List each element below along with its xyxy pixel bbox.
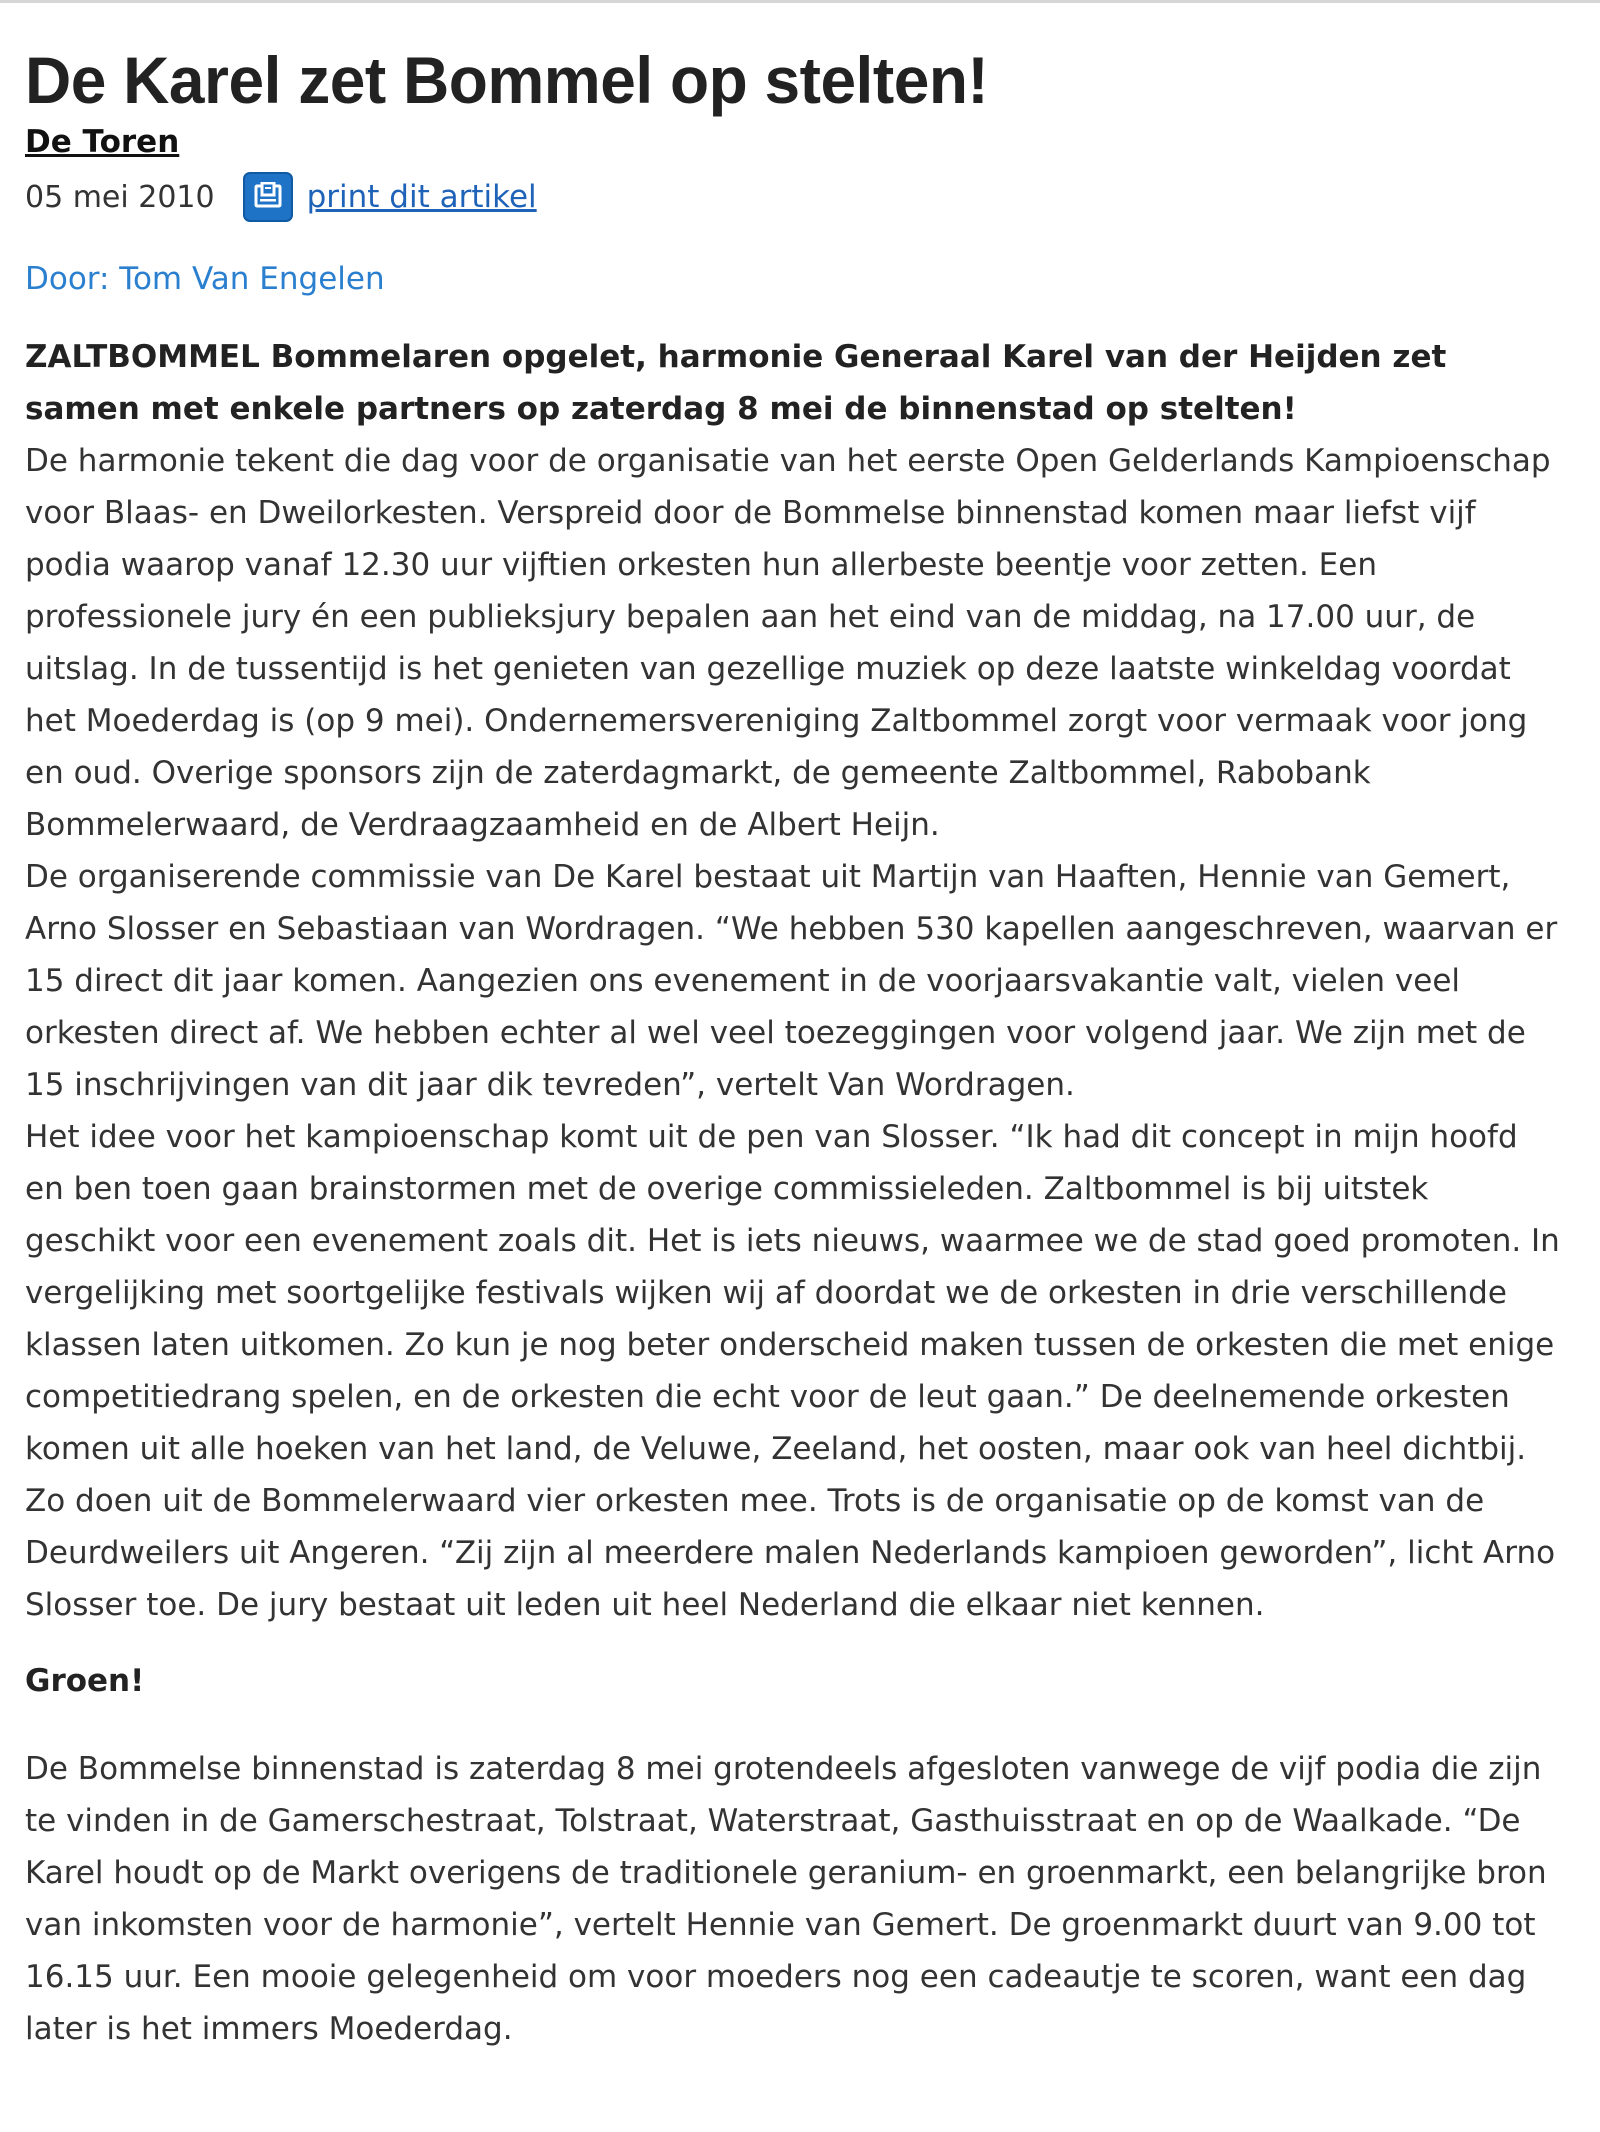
article-source-link[interactable]: De Toren [25, 124, 180, 160]
article-paragraph-3: Het idee voor het kampioenschap komt uit de pen van Slosser. “Ik had dit concept in mijn hoofd en ben toen gaan brainstormen met de overige commissieleden. Zaltbommel is bij uitstek geschikt voor een evenement zoals dit. Het is iets nieuws, waarmee we de stad goed promoten. In vergelijking met soortgelijke festivals wijken wij af doordat we de orkesten in drie verschillende klassen laten uitkomen. Zo kun je nog beter onderscheid maken tussen de orkesten die met enige competitiedrang spelen, en de orkesten die echt voor de leut gaan.” De deelnemende orkesten komen uit alle hoeken van het land, de Veluwe, Zeeland, het oosten, maar ook van heel dichtbij. Zo doen uit de Bommelerwaard vier orkesten mee. Trots is de organisatie op de komst van de Deurdweilers uit Angeren. “Zij zijn al meerdere malen Nederlands kampioen geworden”, licht Arno Slosser toe. De jury bestaat uit leden uit heel Nederland die elkaar niet kennen. [25, 1119, 1560, 1623]
printer-icon[interactable] [243, 172, 293, 222]
article [25, 38, 1565, 2055]
article-closing-paragraph: De Bommelse binnenstad is zaterdag 8 mei grotendeels afgesloten vanwege de vijf podia die zijn te vinden in de Gamerschestraat, Tolstraat, Waterstraat, Gasthuisstraat en op de Waalkade. “De Karel houdt op de Markt overigens de traditionele geranium- en groenmarkt, een belangrijke bron van inkomsten voor de harmonie”, vertelt Hennie van Gemert. De groenmarkt duurt van 9.00 tot 16.15 uur. Een mooie gelegenheid om voor moeders nog een cadeautje te scoren, want een dag later is het immers Moederdag. [25, 1751, 1547, 2047]
printer-icon-graphic [253, 182, 283, 212]
article-date: 05 mei 2010 [25, 179, 215, 215]
article-paragraph-2: De organiserende commissie van De Karel bestaat uit Martijn van Haaften, Hennie van Gemert, Arno Slosser en Sebastiaan van Wordragen. “We hebben 530 kapellen aangeschreven, waarvan er 15 direct dit jaar komen. Aangezien ons evenement in de voorjaarsvakantie valt, vielen veel orkesten direct af. We hebben echter al wel veel toezeggingen voor volgend jaar. We zijn met de 15 inschrijvingen van dit jaar dik tevreden”, vertelt Van Wordragen. [25, 859, 1558, 1103]
article-title: De Karel zet Bommel op stelten! [25, 43, 989, 117]
article-subheading: Groen! [25, 1663, 145, 1699]
print-article-link[interactable]: print dit artikel [306, 179, 537, 215]
article-meta [25, 164, 1565, 230]
article-paragraph-1: De harmonie tekent die dag voor de organisatie van het eerste Open Gelderlands Kampioenschap voor Blaas- en Dweilorkesten. Verspreid door de Bommelse binnenstad komen maar liefst vijf podia waarop vanaf 12.30 uur vijftien orkesten hun allerbeste beentje voor zetten. Een professionele jury én een publieksjury bepalen aan het eind van de middag, na 17.00 uur, de uitslag. In de tussentijd is het genieten van gezellige muziek op deze laatste winkeldag voordat het Moederdag is (op 9 mei). Ondernemersvereniging Zaltbommel zorgt voor vermaak voor jong en oud. Overige sponsors zijn de zaterdagmarkt, de gemeente Zaltbommel, Rabobank Bommelerwaard, de Verdraagzaamheid en de Albert Heijn. [25, 443, 1551, 843]
article-author: Door: Tom Van Engelen [25, 261, 385, 297]
top-divider [0, 0, 1600, 3]
article-lead: ZALTBOMMEL Bommelaren opgelet, harmonie Generaal Karel van der Heijden zet samen met enkele partners op zaterdag 8 mei de binnenstad op stelten! [25, 339, 1447, 427]
